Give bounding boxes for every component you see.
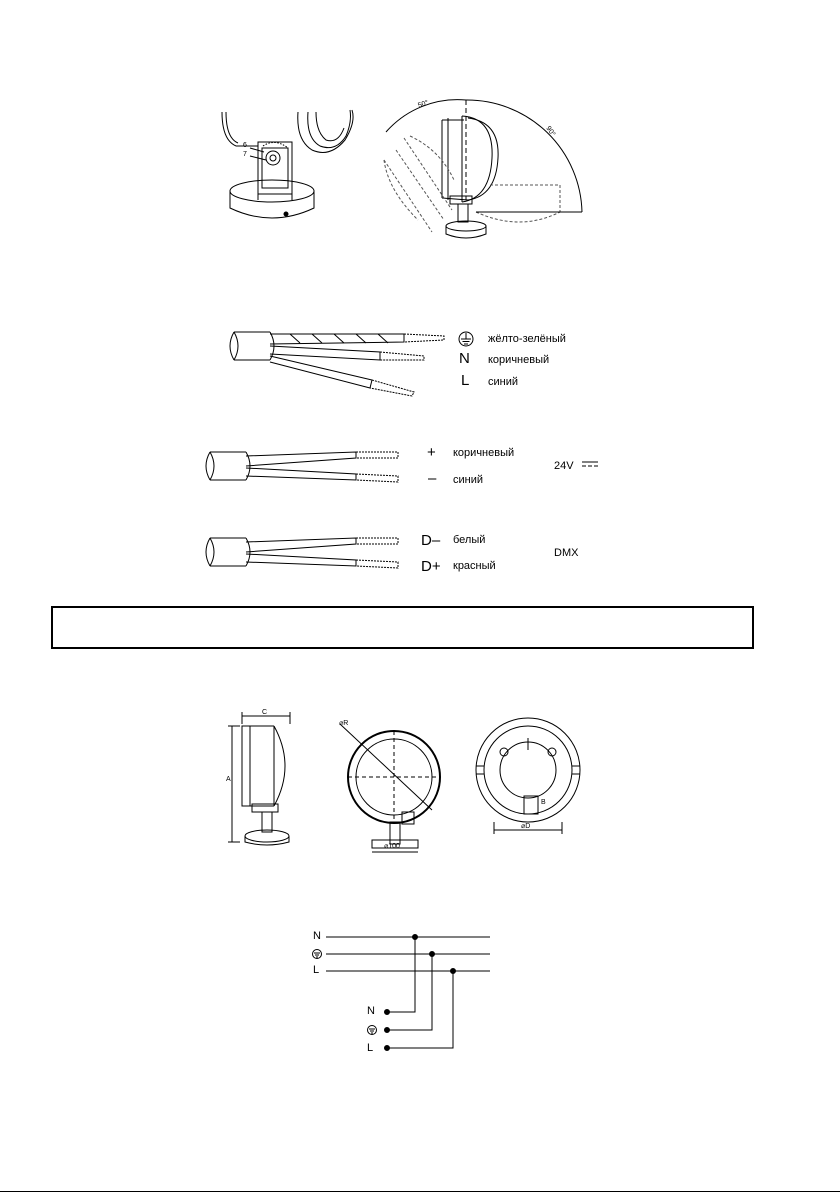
- dimension-B-label: B: [541, 799, 546, 806]
- rear-view-dimension: [476, 718, 580, 834]
- dc-symbol-plus: +: [427, 444, 436, 461]
- mains-symbol-L: L: [461, 372, 470, 389]
- bus-L-label: L: [313, 964, 320, 976]
- dc-symbol-icon: [582, 462, 598, 466]
- dc-cable-drawing: [206, 452, 398, 482]
- dc-wire-minus-label: синий: [453, 474, 484, 486]
- bus-N-label: N: [313, 930, 321, 942]
- dmx-wire-red-label: красный: [453, 560, 496, 572]
- notice-box: [51, 606, 754, 649]
- callout-6: 6: [243, 142, 247, 149]
- dmx-cable-drawing: [206, 538, 398, 568]
- angle-50-label: 50°: [417, 99, 430, 110]
- dc-wire-plus-label: коричневый: [453, 447, 515, 459]
- dmx-symbol-d-plus: D+: [421, 558, 441, 575]
- dmx-protocol-label: DMX: [554, 547, 579, 559]
- dimension-R-label: ⌀R: [339, 720, 349, 727]
- dimension-C-label: C: [262, 709, 268, 716]
- dmx-symbol-d-minus: D–: [421, 532, 441, 549]
- base-diameter-label: ⌀100: [384, 843, 400, 850]
- earth-symbol-icon: [459, 332, 473, 346]
- dc-voltage-label: 24V: [554, 460, 574, 472]
- angle-90-label: 90°: [544, 125, 557, 138]
- front-view-dimension: [340, 724, 440, 852]
- connection-diagram: [313, 935, 491, 1051]
- dimension-A-label: A: [226, 776, 231, 783]
- tilt-range-drawing: [384, 100, 582, 238]
- lamp-L-label: L: [367, 1042, 374, 1054]
- side-view-dimension: [228, 712, 290, 845]
- mains-wire-N-label: коричневый: [488, 354, 550, 366]
- mains-wire-L-label: синий: [488, 376, 519, 388]
- callout-7: 7: [243, 151, 247, 158]
- mains-wire-earth-label: жёлто-зелёный: [488, 333, 566, 345]
- mount-closeup-drawing: [222, 110, 353, 218]
- dimension-D-label: ⌀D: [521, 823, 531, 830]
- dmx-wire-white-label: белый: [453, 534, 486, 546]
- mains-cable-drawing: [230, 332, 444, 396]
- mains-symbol-N: N: [459, 350, 470, 367]
- dc-symbol-minus: –: [428, 470, 437, 487]
- lamp-N-label: N: [367, 1005, 375, 1017]
